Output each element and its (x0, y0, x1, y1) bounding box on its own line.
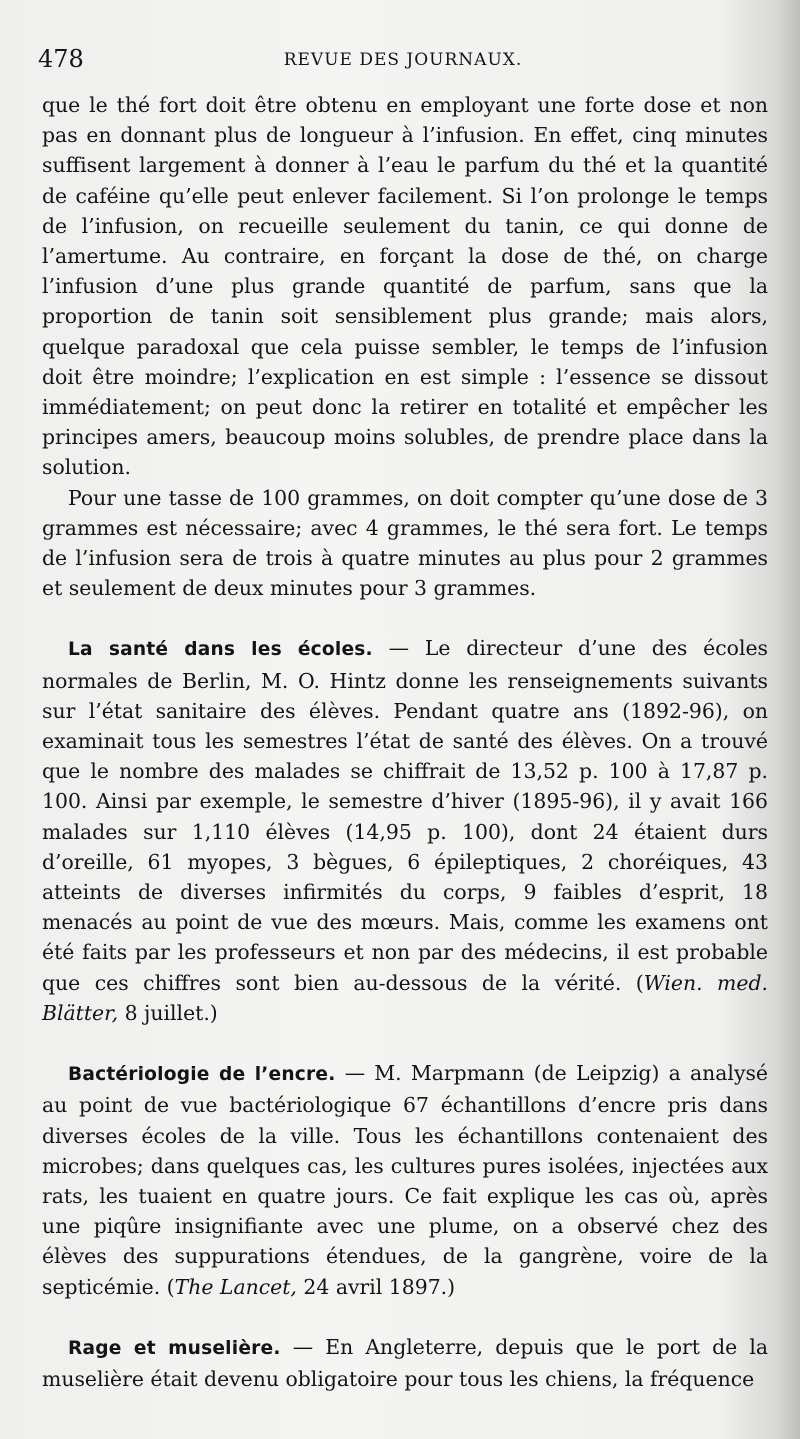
section-body-encre: — M. Marpmann (de Leipzig) a analysé au point de vue bactériologique 67 échantillons d’encre pris dans diverses écoles de la ville. Tous les échantillons contenaient des microbes; dans quelques cas, les cultures pures isolées, injectées aux rats, les tuaient en quatre jours. Ce fait explique les cas où, après une piqûre insignifiante avec une plume, on a observé chez des élèves des suppurations étendues, de la gangrène, voire de la septicémie. ( (42, 1061, 768, 1299)
section-sante (42, 633, 768, 1028)
source-citation-encre: The Lancet, (174, 1274, 297, 1299)
section-title-encre: Bactériologie de l’encre. (68, 1064, 336, 1086)
source-citation-sante: Wien. med. Blätter, (42, 970, 768, 1025)
source-date-encre: 24 avril 1897.) (296, 1274, 456, 1299)
section-title-rage: Rage et muselière. (68, 1337, 281, 1359)
paragraph-tea-continued: que le thé fort doit être obtenu en employant une forte dose et non pas en donnant plus de longueur à l’infusion. En effet, cinq minutes suffisent largement à donner à l’eau le parfum du thé et la quantité de caféine qu’elle peut enlever facilement. Si l’on prolonge le temps de l’infusion, on recueille seulement du tanin, ce qui donne de l’amertume. Au contraire, en forçant la dose de thé, on charge l’infusion d’une plus grande quantité de parfum, sans que la proportion de tanin soit sensiblement plus grande; mais alors, quelque paradoxal que cela puisse sembler, le temps de l’infusion doit être moindre; l’explication en est simple : l’essence se dissout immédiatement; on peut donc la retirer en totalité et empêcher les principes amers, beaucoup moins solubles, de prendre place dans la solution. (42, 93, 768, 480)
section-rage (42, 1332, 768, 1394)
paragraph-tea-dose: Pour une tasse de 100 grammes, on doit compter qu’une dose de 3 grammes est nécessaire; avec 4 grammes, le thé sera fort. Le temps de l’infusion sera de trois à quatre minutes au plus pour 2 grammes et seulement de deux minutes pour 3 grammes. (42, 485, 768, 601)
section-encre (42, 1058, 768, 1302)
page-number: 478 (38, 45, 84, 73)
section-body-sante: — Le directeur d’une des écoles normales de Berlin, M. O. Hintz donne les renseignements suivants sur l’état sanitaire des élèves. Pendant quatre ans (1892-96), on examinait tous les semestres l’état de santé des élèves. On a trouvé que le nombre des malades se chiffrait de 13,52 p. 100 à 17,87 p. 100. Ainsi par exemple, le semestre d’hiver (1895-96), il y avait 166 malades sur 1,110 élèves (14,95 p. 100), dont 24 étaient durs d’oreille, 61 myopes, 3 bègues, 6 épileptiques, 2 choréiques, 43 atteints de diverses infirmités du corps, 9 faibles d’esprit, 18 menacés au point de vue des mœurs. Mais, comme les examens ont été faits par les professeurs et non par des médecins, il est probable que ces chiffres sont bien au-dessous de la vérité. ( (42, 636, 768, 995)
page-header (38, 44, 768, 74)
section-title-sante: La santé dans les écoles. (68, 639, 373, 661)
running-title: REVUE DES JOURNAUX. (283, 50, 523, 70)
source-date-sante: 8 juillet.) (118, 1000, 218, 1025)
page-body (42, 90, 768, 1394)
section-body-rage: — En Angleterre, depuis que le port de la muselière était devenu obligatoire pour tous les chiens, la fréquence (42, 1334, 769, 1391)
